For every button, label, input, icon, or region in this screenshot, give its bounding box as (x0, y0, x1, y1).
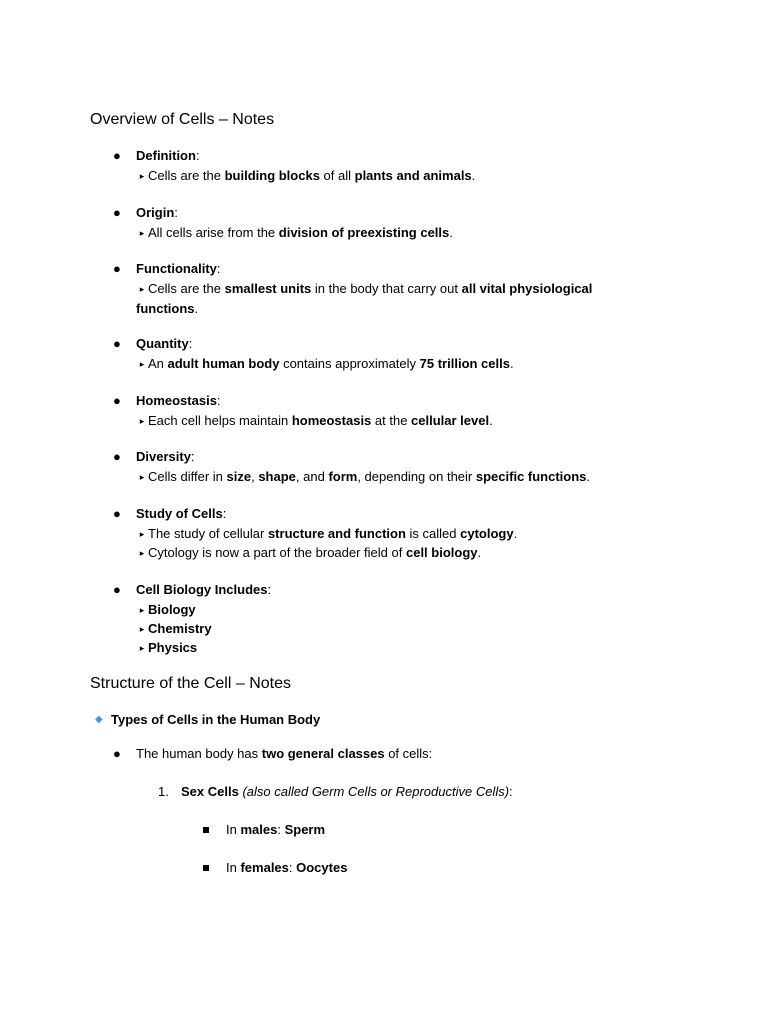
bullet-icon: ● (113, 261, 121, 276)
triangle-bullet-icon: ▸ (139, 228, 145, 238)
item-detail: ▸ Cytology is now a part of the broader field of cell biology. (136, 543, 636, 563)
bullet-icon: ● (113, 582, 121, 597)
triangle-bullet-icon: ▸ (139, 548, 145, 558)
item-term: Cell Biology Includes: (136, 582, 272, 597)
item-detail: ▸ Cells differ in size, shape, and form, depending on their specific functions. (136, 467, 636, 487)
males-item: In males: Sperm (226, 822, 326, 837)
bullet-icon: ● (113, 449, 121, 464)
item-term: Homeostasis: (136, 393, 221, 408)
triangle-bullet-icon: ▸ (139, 416, 145, 426)
item-detail: ▸ Cells are the smallest units in the body that carry out all vital physiological functions. (136, 281, 593, 316)
females-item: In females: Oocytes (226, 860, 348, 875)
item-detail: ▸ Physics (136, 638, 636, 658)
bullet-icon: ● (113, 506, 121, 521)
item-detail: ▸ An adult human body contains approximately 75 trillion cells. (136, 354, 636, 374)
triangle-bullet-icon: ▸ (139, 624, 145, 634)
item-term: Origin: (136, 205, 178, 220)
bullet-icon: ● (113, 205, 121, 220)
triangle-bullet-icon: ▸ (139, 605, 145, 615)
triangle-bullet-icon: ▸ (139, 284, 145, 294)
item-term: Functionality: (136, 261, 221, 276)
triangle-bullet-icon: ▸ (139, 472, 145, 482)
bullet-icon: ● (113, 393, 121, 408)
square-bullet-icon (203, 827, 209, 833)
overview-heading: Overview of Cells – Notes (90, 111, 275, 128)
item-detail: ▸ The study of cellular structure and function is called cytology. (136, 524, 636, 544)
two-classes-text: The human body has two general classes of cells: (136, 746, 433, 761)
triangle-bullet-icon: ▸ (139, 359, 145, 369)
square-bullet-icon (203, 865, 209, 871)
item-detail: ▸ Biology (136, 600, 636, 620)
item-term: Diversity: (136, 449, 195, 464)
bullet-icon: ● (113, 336, 121, 351)
types-of-cells-subheading: Types of Cells in the Human Body (111, 712, 321, 727)
triangle-bullet-icon: ▸ (139, 529, 145, 539)
bullet-icon: ● (113, 746, 121, 761)
item-detail: ▸ Cells are the building blocks of all plants and animals. (136, 166, 636, 186)
item-term: Study of Cells: (136, 506, 227, 521)
triangle-bullet-icon: ▸ (139, 171, 145, 181)
structure-heading: Structure of the Cell – Notes (90, 675, 291, 692)
triangle-bullet-icon: ▸ (139, 643, 145, 653)
item-detail: ▸ Each cell helps maintain homeostasis at the cellular level. (136, 411, 636, 431)
item-detail: ▸ Chemistry (136, 619, 636, 639)
bullet-icon: ● (113, 148, 121, 163)
item-detail: ▸ All cells arise from the division of preexisting cells. (136, 223, 636, 243)
item-term: Definition: (136, 148, 200, 163)
item-term: Quantity: (136, 336, 193, 351)
list-number: 1. (158, 784, 169, 799)
diamond-bullet-icon: ◆ (95, 714, 103, 725)
sex-cells-item: Sex Cells (also called Germ Cells or Reproductive Cells): (181, 784, 513, 799)
